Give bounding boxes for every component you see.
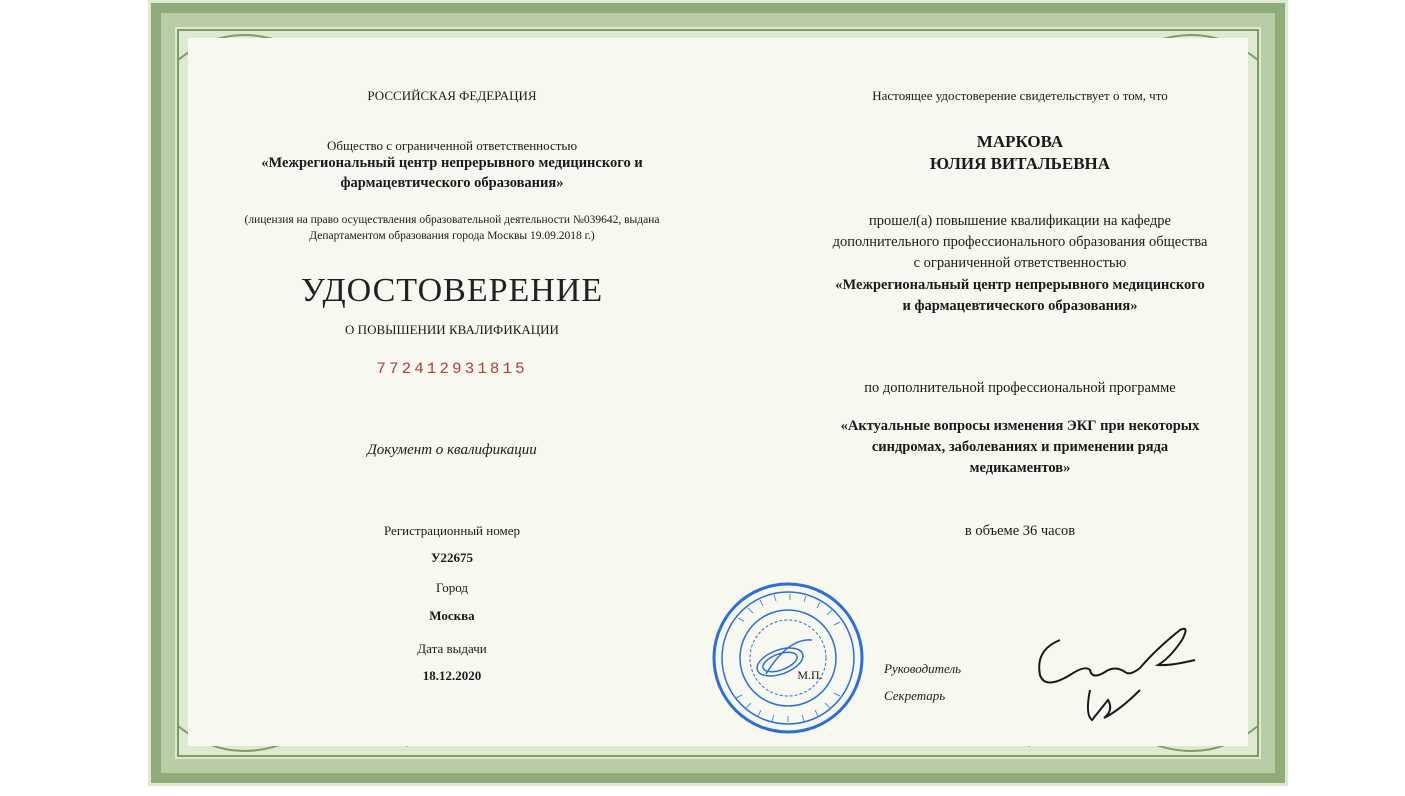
certify-intro: Настоящее удостоверение свидетельствует о том, что — [872, 88, 1168, 103]
seal-place-mark: М.П. — [797, 668, 823, 682]
right-org-name-line2: и фармацевтического образования» — [902, 298, 1138, 314]
holder-given-names: ЮЛИЯ ВИТАЛЬЕВНА — [929, 154, 1111, 173]
license-line2: Департаментом образования города Москвы 19.09.2018 г.) — [309, 230, 595, 242]
secretary-label: Секретарь — [884, 688, 946, 703]
program-line3: медикаментов» — [969, 460, 1071, 476]
round-seal-stamp — [708, 578, 868, 738]
registration-value: У22675 — [430, 550, 474, 565]
body-line1: прошел(а) повышение квалификации на кафедре — [869, 213, 1171, 229]
org-name-line1: «Межрегиональный центр непрерывного медицинского и — [261, 155, 643, 171]
program-line2: синдромах, заболеваниях и применении ряда — [871, 439, 1169, 455]
issue-date-value: 18.12.2020 — [422, 668, 482, 683]
signatures — [1030, 620, 1200, 730]
city-label: Город — [435, 580, 469, 595]
license-line1: (лицензия на право осуществления образовательной деятельности №039642, выдана — [244, 214, 660, 226]
org-form: Общество с ограниченной ответственностью — [326, 138, 578, 153]
body-line2: дополнительного профессионального образования общества — [832, 234, 1208, 250]
registration-label: Регистрационный номер — [384, 523, 520, 538]
document-title: УДОСТОВЕРЕНИЕ — [300, 272, 604, 309]
serial-number: 772412931815 — [376, 360, 528, 378]
program-intro: по дополнительной профессиональной программе — [864, 380, 1176, 396]
holder-surname: МАРКОВА — [976, 132, 1064, 151]
program-line1: «Актуальные вопросы изменения ЭКГ при некоторых — [840, 418, 1200, 434]
document-subtitle: О ПОВЫШЕНИИ КВАЛИФИКАЦИИ — [345, 322, 559, 337]
org-name-line2: фармацевтического образования» — [340, 175, 564, 191]
city-value: Москва — [429, 608, 475, 623]
document-type: Документ о квалификации — [367, 442, 537, 458]
course-volume: в объеме 36 часов — [964, 523, 1076, 539]
head-label: Руководитель — [884, 661, 962, 676]
issue-date-label: Дата выдачи — [417, 641, 487, 656]
body-line3: с ограниченной ответственностью — [913, 255, 1127, 271]
right-org-name-line1: «Межрегиональный центр непрерывного медицинского — [835, 277, 1205, 293]
country-name: РОССИЙСКАЯ ФЕДЕРАЦИЯ — [367, 88, 537, 103]
